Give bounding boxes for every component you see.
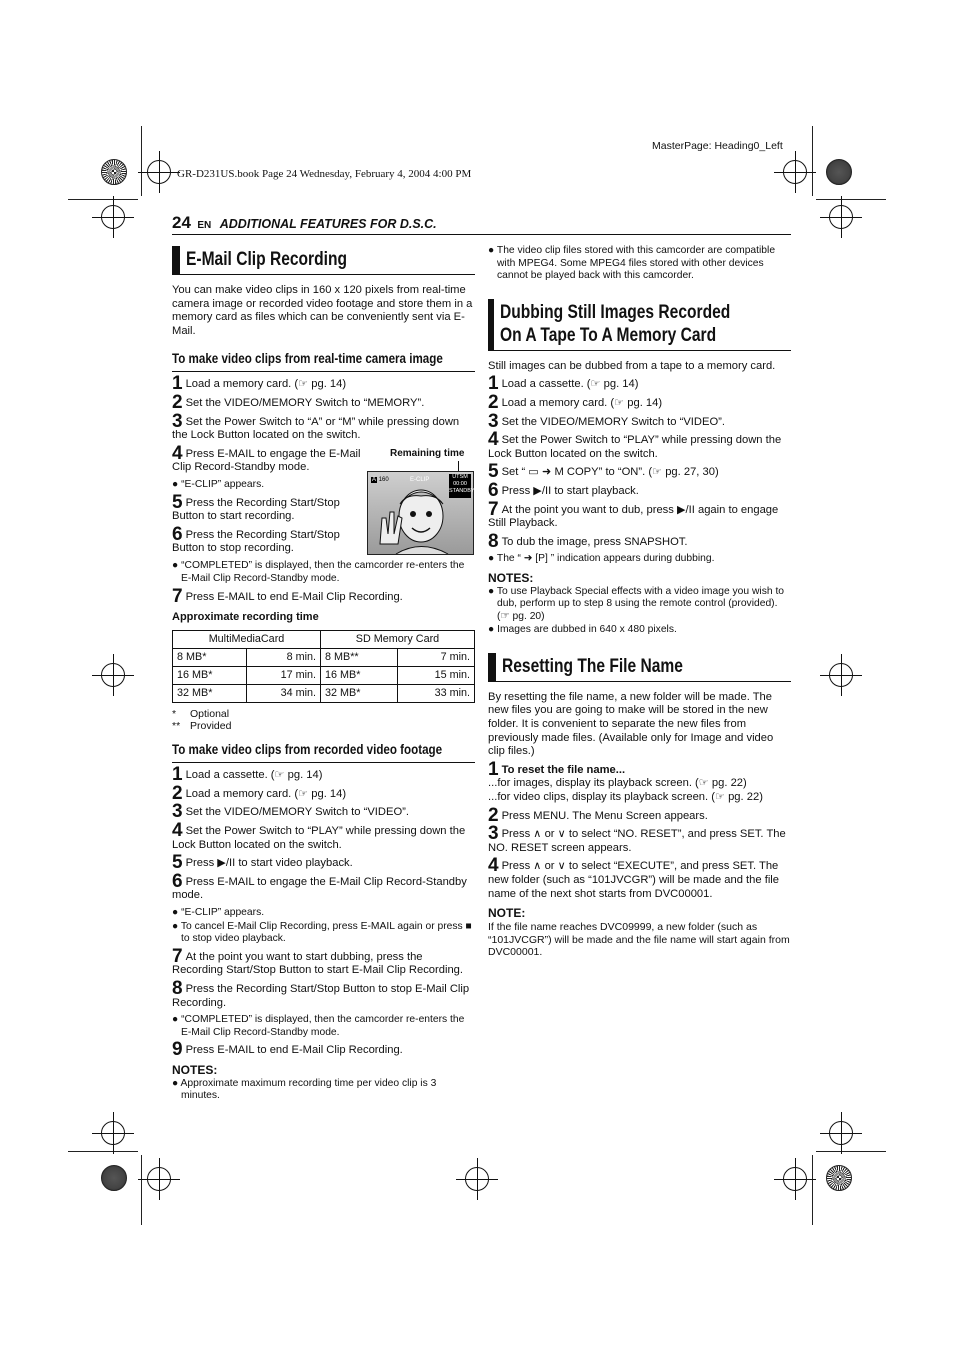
step-detail: ...for video clips, display its playback screen. (☞ pg. 22) [488, 791, 763, 804]
step-item: 2 Set the VIDEO/MEMORY Switch to “MEMORY”. [172, 391, 425, 413]
bullet-item: ● The “ ➜ [P] ” indication appears during dubbing. [488, 553, 715, 565]
step-item: 1 Load a memory card. (☞ pg. 14) [172, 373, 347, 395]
section-title: ADDITIONAL FEATURES FOR D.S.C. [219, 217, 437, 231]
step-item: 4 Set the Power Switch to “PLAY” while pressing down the Lock Button located on the switch. [488, 429, 782, 460]
footnote: ** Provided [172, 720, 232, 733]
note-item: ● Images are dubbed in 640 x 480 pixels. [488, 624, 677, 636]
book-info: GR-D231US.book Page 24 Wednesday, February 4, 2004 4:00 PM [177, 168, 472, 180]
table-header-row: MultiMediaCard SD Memory Card [173, 631, 475, 649]
step-item: 3 Set the VIDEO/MEMORY Switch to “VIDEO”. [488, 410, 725, 432]
language-code: EN [197, 220, 212, 231]
step-item: 6 Press ▶/II to start playback. [488, 479, 639, 501]
registration-mark-icon [465, 1167, 489, 1191]
step-item: 5 Press ▶/II to start video playback. [172, 852, 353, 874]
step-item: 7 At the point you want to dub, press ▶/II again to engage Still Playback. [488, 498, 779, 530]
step-item: 1 To reset the file name... [488, 758, 626, 780]
color-target [826, 159, 852, 185]
subheading-camera: To make video clips from real-time camera image [172, 351, 443, 367]
notes-heading: NOTES: [488, 570, 534, 585]
registration-mark-icon [147, 1167, 171, 1191]
camera-screen-image: A 160 E-CLIP UTSM 00:00 STANDBY [367, 471, 474, 555]
step-item: 3 Set the Power Switch to “A” or “M” while pressing down the Lock Button located on the switch. [172, 410, 460, 442]
step-item: 2 Load a memory card. (☞ pg. 14) [172, 782, 347, 804]
right-column [488, 245, 791, 959]
page-header [172, 213, 791, 235]
step-item: 2 Press MENU. The Menu Screen appears. [488, 804, 708, 826]
footnote: * Optional [172, 708, 230, 721]
subheading-footage: To make video clips from recorded video footage [172, 742, 443, 758]
registration-mark-icon [783, 1167, 807, 1191]
step-item: 2 Load a memory card. (☞ pg. 14) [488, 391, 663, 413]
notes-heading: NOTES: [172, 1062, 218, 1077]
step-detail: ...for images, display its playback screen. (☞ pg. 22) [488, 777, 747, 790]
step-item: 1 Load a cassette. (☞ pg. 14) [172, 764, 323, 786]
step-item: 4 Press E-MAIL to engage the E-Mail Clip Record-Standby mode. [172, 442, 361, 474]
note-item: ● To use Playback Special effects with a video image you wish to dub, perform up to step 8 using the remote control (provided). (☞ pg. 20) [488, 585, 785, 622]
approx-title: Approximate recording time [172, 610, 319, 623]
step-item: 3 Press ∧ or ∨ to select “NO. RESET”, and press SET. The NO. RESET screen appears. [488, 823, 786, 854]
master-page-label: MasterPage: Heading0_Left [652, 140, 783, 152]
registration-mark-icon [829, 1121, 853, 1145]
color-target [101, 1165, 127, 1191]
registration-mark-icon [101, 205, 125, 229]
recording-time-table [172, 630, 475, 703]
step-item: 9 Press E-MAIL to end E-Mail Clip Recording. [172, 1039, 403, 1061]
step-item: 7 Press E-MAIL to end E-Mail Clip Recording. [172, 586, 403, 608]
left-column [172, 246, 475, 1104]
bullet-item: ● “E-CLIP” appears. [172, 907, 265, 919]
heading-dubbing: Dubbing Still Images Recorded On A Tape To A Memory Card [488, 299, 791, 351]
registration-mark-icon [829, 205, 853, 229]
step-item: 3 Set the VIDEO/MEMORY Switch to “VIDEO”. [172, 801, 409, 823]
step-item: 4 Press ∧ or ∨ to select “EXECUTE”, and press SET. The new folder (such as “101JVCGR”) will be made and the file name of the next shot starts from DVC00001. [488, 855, 780, 900]
table-row: 8 MB* 8 min. 8 MB** 7 min. [173, 649, 475, 667]
step-item: 7 At the point you want to start dubbing, press the Recording Start/Stop Button to start E-Mail Clip Recording. [172, 945, 464, 977]
page-number: 24 [172, 213, 191, 232]
registration-mark-icon [783, 160, 807, 184]
intro-text: By resetting the file name, a new folder will be made. The new files you are going to make will be stored in the new folder. It is convenient to separate the new files from previously made files. (Available only for Image and video clip files.) [488, 690, 774, 758]
step-item: 5 Press the Recording Start/Stop Button to start recording. [172, 491, 340, 523]
heading-email-clip: E-Mail Clip Recording [172, 246, 475, 275]
table-row: 32 MB* 34 min. 32 MB* 33 min. [173, 685, 475, 703]
remaining-time-label: Remaining time [390, 447, 465, 459]
registration-mark-icon [101, 663, 125, 687]
step-item: 8 Press the Recording Start/Stop Button to stop E-Mail Clip Recording. [172, 978, 470, 1009]
step-item: 8 To dub the image, press SNAPSHOT. [488, 530, 688, 552]
step-item: 6 Press E-MAIL to engage the E-Mail Clip Record-Standby mode. [172, 870, 467, 902]
step-item: 4 Set the Power Switch to “PLAY” while pressing down the Lock Button located on the switch. [172, 820, 466, 851]
bullet-item: ● The video clip files stored with this camcorder are compatible with MPEG4. Some MPEG4 files stored with other devices cannot be played back with this camcorder. [488, 245, 776, 282]
registration-mark-icon [829, 663, 853, 687]
note-item: ● Approximate maximum recording time per video clip is 3 minutes. [172, 1077, 437, 1102]
bullet-item: ● “E-CLIP” appears. [172, 478, 265, 490]
step-item: 6 Press the Recording Start/Stop Button to stop recording. [172, 523, 340, 555]
step-item: 5 Set “ ▭ ➜ M COPY” to “ON”. (☞ pg. 27, 30) [488, 461, 719, 483]
intro-text: You can make video clips in 160 x 120 pixels from real-time camera image or recorded video footage and store them in a memory card as files which can be conveniently sent via E-Mail. [172, 284, 473, 337]
registration-mark-icon [147, 160, 171, 184]
color-target [101, 159, 127, 185]
bullet-item: ● To cancel E-Mail Clip Recording, press E-MAIL again or press ■ to stop video playback. [172, 920, 472, 945]
step-item: 1 Load a cassette. (☞ pg. 14) [488, 373, 639, 395]
note-heading: NOTE: [488, 906, 526, 921]
note-text: If the file name reaches DVC09999, a new folder (such as “101JVCGR”) will be made and the file name will start again from DVC00001. [488, 920, 790, 959]
bullet-item: ● “COMPLETED” is displayed, then the camcorder re-enters the E-Mail Clip Record-Standby mode. [172, 1014, 465, 1038]
heading-reset: Resetting The File Name [488, 653, 791, 682]
table-row: 16 MB* 17 min. 16 MB* 15 min. [173, 667, 475, 685]
registration-mark-icon [101, 1121, 125, 1145]
bullet-item: ● “COMPLETED” is displayed, then the camcorder re-enters the E-Mail Clip Record-Standby mode. [172, 559, 465, 584]
color-target [826, 1165, 852, 1191]
intro-text: Still images can be dubbed from a tape to a memory card. [488, 359, 776, 372]
